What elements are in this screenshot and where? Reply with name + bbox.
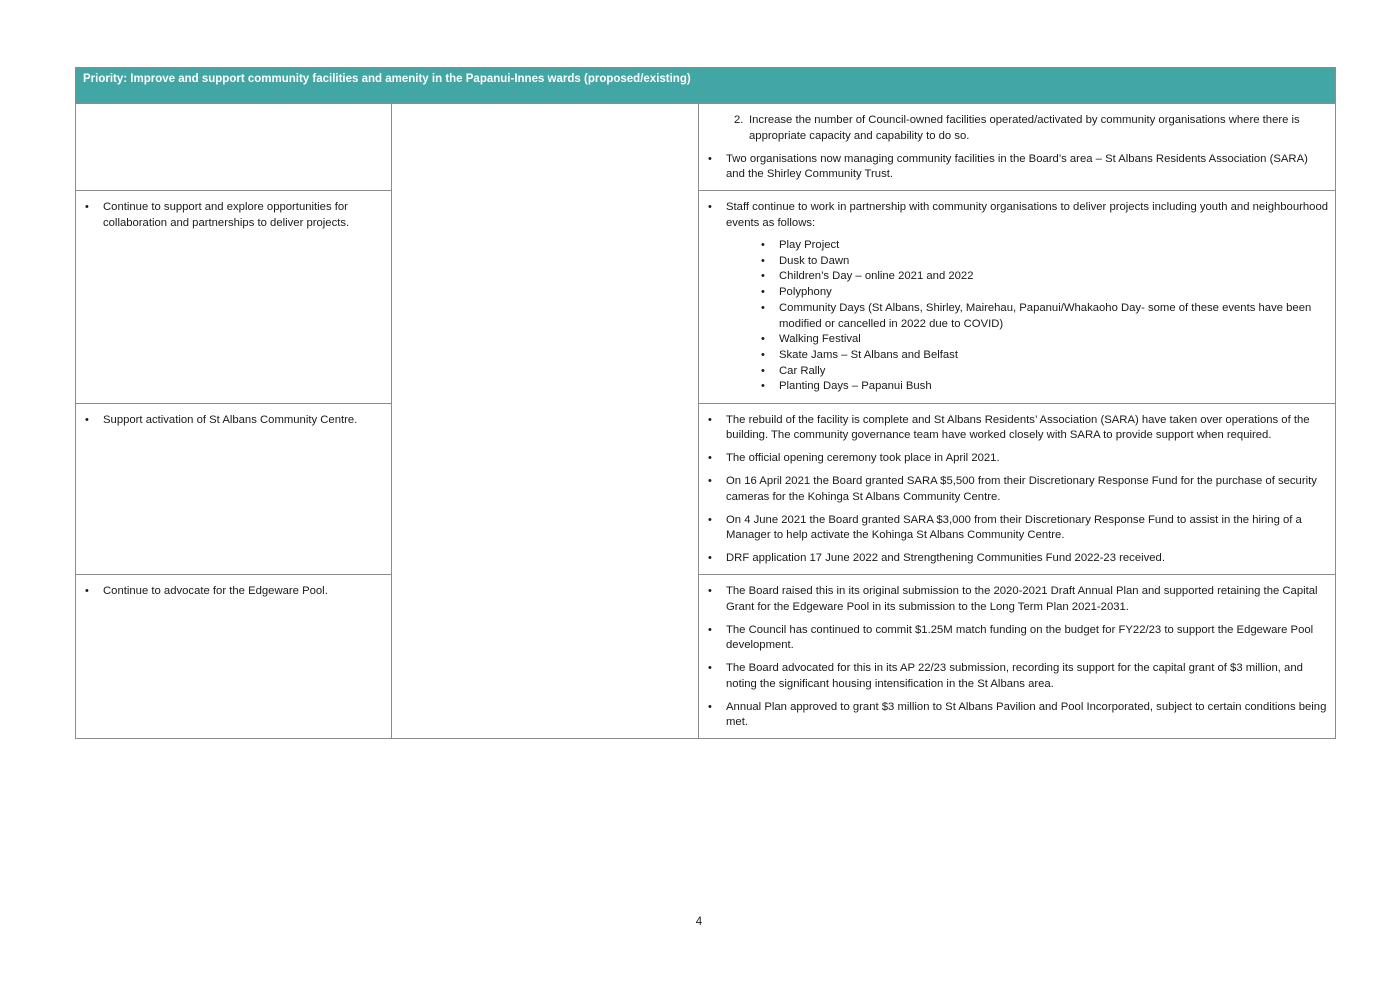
page-number: 4 (695, 916, 703, 928)
progress-cell (699, 191, 1336, 404)
table-row (76, 104, 1336, 191)
event-item: • Children’s Day – online 2021 and 2022 (758, 269, 1329, 285)
list-item: • On 4 June 2021 the Board granted SARA $3,000 from their Discretionary Response Fund to assist in the hiring of a Manager to help activate the Kohinga St Albans Community Centre. (705, 513, 1329, 544)
list-item: • The Board raised this in its original submission to the 2020-2021 Draft Annual Plan and supported retaining the Capital Grant for the Edgeware Pool in its submission to the Long Term Plan 2021-2031. (705, 584, 1329, 615)
objective-cell (76, 575, 392, 739)
list-item: • Annual Plan approved to grant $3 million to St Albans Pavilion and Pool Incorporated, subject to certain conditions being met. (705, 700, 1329, 731)
table-row (76, 403, 1336, 575)
table-row (76, 575, 1336, 739)
progress-cell (699, 575, 1336, 739)
priority-header: Priority: Improve and support community facilities and amenity in the Papanui-Innes wards (proposed/existing) (76, 68, 1336, 104)
list-item: • Two organisations now managing community facilities in the Board’s area – St Albans Residents Association (SARA) and the Shirley Community Trust. (705, 152, 1329, 183)
list-item: • The Council has continued to commit $1.25M match funding on the budget for FY22/23 to support the Edgeware Pool development. (705, 623, 1329, 654)
list-item: • The official opening ceremony took place in April 2021. (705, 451, 1329, 467)
event-item: • Polyphony (758, 285, 1329, 301)
list-item: • DRF application 17 June 2022 and Strengthening Communities Fund 2022-23 received. (705, 551, 1329, 567)
objective-text: • Continue to advocate for the Edgeware Pool. (82, 584, 385, 600)
objective-cell (76, 104, 392, 191)
priority-table (75, 67, 1336, 739)
list-item: • Staff continue to work in partnership with community organisations to deliver projects including youth and neighbourhood events as follows: • Play Project • Dusk to Dawn • Children’s Day – online 2021 and 2022 • Polyphony • Community Days (St Albans, Shirley, Mairehau, Papanui/Whakaoho Day- some of these events have been modified or cancelled in 2022 due to COVID) • Walking Festival • Skate Jams – St Albans and Belfast • Car Rally • Planting Days – Papanui Bush (705, 200, 1329, 395)
progress-cell (699, 403, 1336, 575)
event-item: • Dusk to Dawn (758, 254, 1329, 270)
event-item: • Skate Jams – St Albans and Belfast (758, 348, 1329, 364)
event-item: • Planting Days – Papanui Bush (758, 379, 1329, 395)
event-item: • Community Days (St Albans, Shirley, Mairehau, Papanui/Whakaoho Day- some of these events have been modified or cancelled in 2022 due to COVID) (758, 301, 1329, 332)
list-item: • The rebuild of the facility is complete and St Albans Residents’ Association (SARA) have taken over operations of the building. The community governance team have worked closely with SARA to provide support when required. (705, 413, 1329, 444)
table-row (76, 191, 1336, 404)
middle-column-cell (392, 104, 699, 739)
objective-cell (76, 403, 392, 575)
list-item: • On 16 April 2021 the Board granted SARA $5,500 from their Discretionary Response Fund for the purchase of security cameras for the Kohinga St Albans Community Centre. (705, 474, 1329, 505)
objective-text: • Support activation of St Albans Community Centre. (82, 413, 385, 429)
list-item: • The Board advocated for this in its AP 22/23 submission, recording its support for the capital grant of $3 million, and noting the significant housing intensification in the St Albans area. (705, 661, 1329, 692)
event-item: • Car Rally (758, 364, 1329, 380)
event-item: • Play Project (758, 238, 1329, 254)
objective-text: • Continue to support and explore opportunities for collaboration and partnerships to deliver projects. (82, 200, 385, 231)
progress-cell (699, 104, 1336, 191)
list-item: 2. Increase the number of Council-owned facilities operated/activated by community organisations where there is appropriate capacity and capability to do so. (734, 114, 1300, 142)
events-list (726, 238, 1329, 395)
objective-cell (76, 191, 392, 404)
event-item: • Walking Festival (758, 332, 1329, 348)
